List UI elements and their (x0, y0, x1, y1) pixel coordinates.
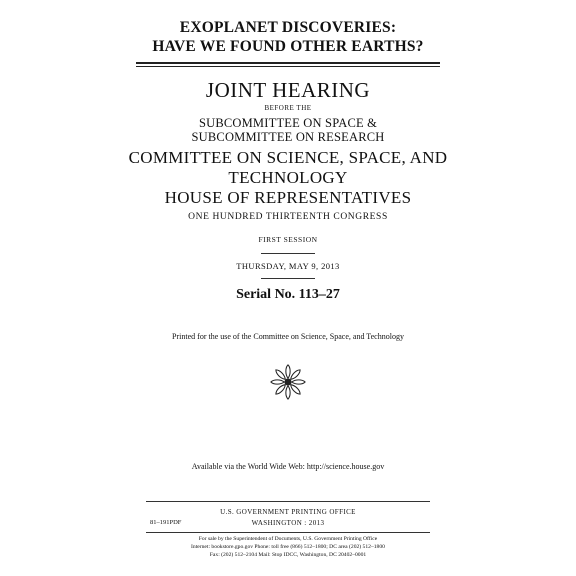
title-line-1: EXOPLANET DISCOVERIES: (179, 19, 397, 36)
chamber-name: HOUSE OF REPRESENTATIVES (164, 188, 412, 207)
session-label: FIRST SESSION (258, 235, 318, 244)
subcommittee-space: SUBCOMMITTEE ON SPACE & (198, 116, 378, 130)
sale-info-line-2: Internet: bookstore.gpo.gov Phone: toll free (866) 512–1800; DC area (202) 512–1800 (191, 544, 385, 550)
pdf-id: 81–191PDF (150, 519, 182, 526)
hearing-date: THURSDAY, MAY 9, 2013 (236, 261, 340, 271)
committee-line-1: COMMITTEE ON SCIENCE, SPACE, AND (128, 148, 448, 167)
title-line-2: HAVE WE FOUND OTHER EARTHS? (152, 38, 424, 55)
publisher-rule (146, 501, 430, 502)
gpo-seal-icon (269, 363, 307, 401)
date-rule-bottom (261, 278, 315, 279)
before-label: BEFORE THE (264, 104, 312, 112)
title-rule-thin (136, 66, 440, 67)
title-rule-thick (136, 62, 440, 64)
sale-rule (146, 532, 430, 533)
committee-line-2: TECHNOLOGY (228, 168, 348, 187)
serial-number: Serial No. 113–27 (236, 287, 340, 302)
printed-for-note: Printed for the use of the Committee on Science, Space, and Technology (172, 332, 404, 341)
subcommittee-research: SUBCOMMITTEE ON RESEARCH (191, 130, 385, 144)
publisher-name: U.S. GOVERNMENT PRINTING OFFICE (220, 508, 356, 516)
web-availability: Available via the World Wide Web: http://science.house.gov (191, 462, 385, 471)
date-rule-top (261, 253, 315, 254)
sale-info-line-3: Fax: (202) 512–2104 Mail: Stop IDCC, Washington, DC 20402–0001 (209, 552, 367, 558)
location-year: WASHINGTON : 2013 (251, 519, 325, 527)
sale-info-line-1: For sale by the Superintendent of Documents, U.S. Government Printing Office (198, 536, 378, 542)
congress-label: ONE HUNDRED THIRTEENTH CONGRESS (188, 212, 388, 222)
hearing-type: JOINT HEARING (205, 78, 371, 102)
